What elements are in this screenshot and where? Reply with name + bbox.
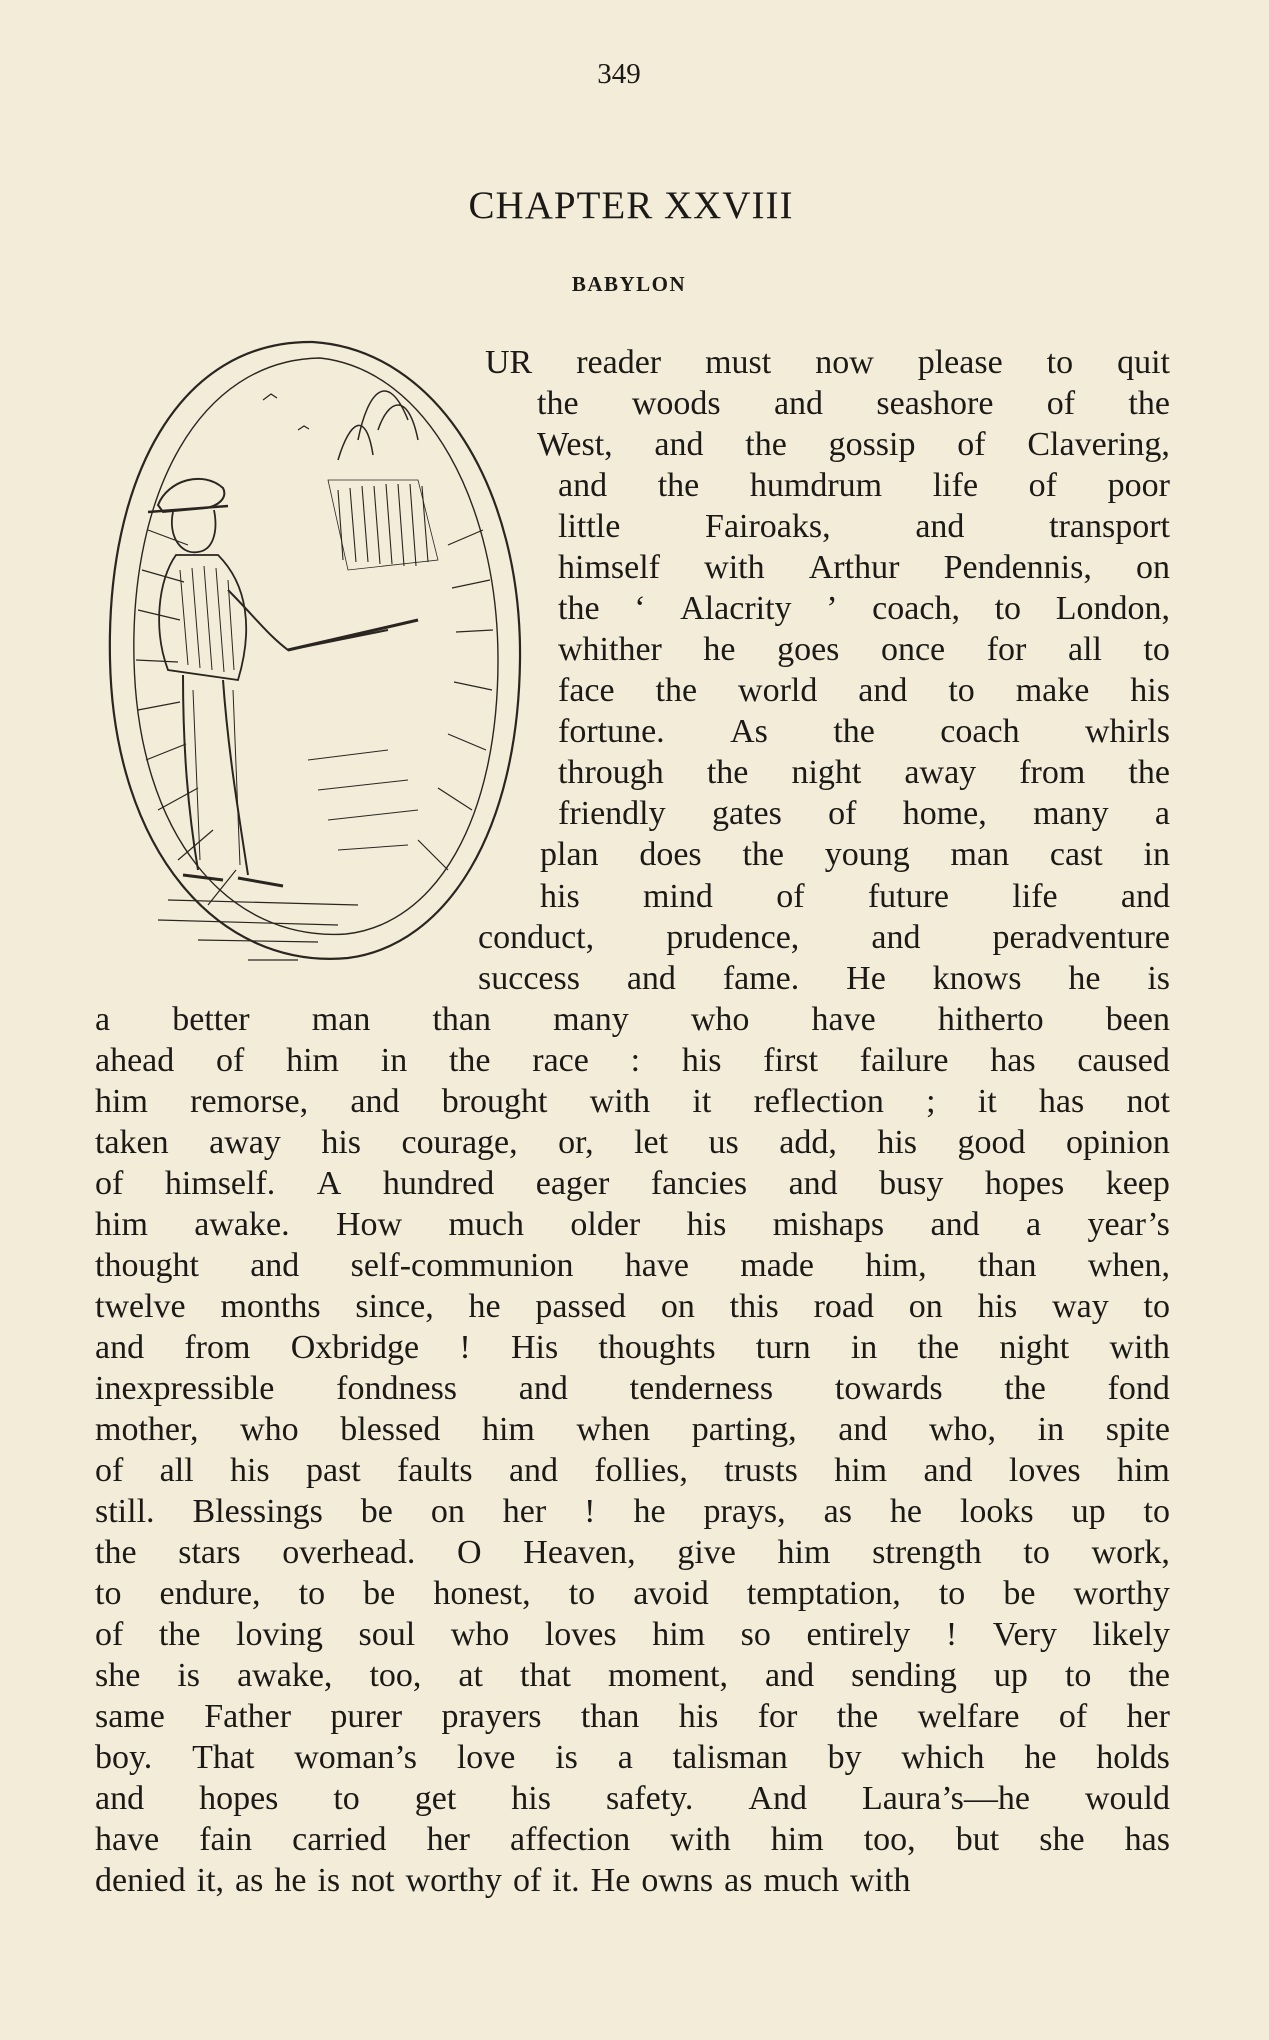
- body-text-line: she is awake, too, at that moment, and sending up to the: [95, 1657, 1170, 1695]
- body-text-line: plan does the young man cast in: [540, 836, 1170, 874]
- body-text-line: of the loving soul who loves him so entirely ! Very likely: [95, 1616, 1170, 1654]
- body-text-line: twelve months since, he passed on this road on his way to: [95, 1287, 1170, 1325]
- body-text-line: to endure, to be honest, to avoid temptation, to be worthy: [95, 1575, 1170, 1613]
- body-text-line: denied it, as he is not worthy of it. He owns as much with: [95, 1862, 911, 1900]
- body-text-line: have fain carried her affection with him too, but she has: [95, 1821, 1170, 1859]
- body-text-line: boy. That woman’s love is a talisman by which he holds: [95, 1739, 1170, 1777]
- body-text-line: face the world and to make his: [558, 672, 1170, 710]
- body-text-line: still. Blessings be on her ! he prays, as he looks up to: [95, 1493, 1170, 1531]
- body-text-line: and from Oxbridge ! His thoughts turn in the night with: [95, 1328, 1170, 1366]
- body-text-line: ahead of him in the race : his first failure has caused: [95, 1041, 1170, 1079]
- body-text-line: his mind of future life and: [540, 877, 1170, 915]
- body-text-line: conduct, prudence, and peradventure: [478, 918, 1170, 956]
- body-text-line: of himself. A hundred eager fancies and busy hopes keep: [95, 1164, 1170, 1202]
- body-text-line: the stars overhead. O Heaven, give him strength to work,: [95, 1534, 1170, 1572]
- body-text-line: mother, who blessed him when parting, and who, in spite: [95, 1411, 1170, 1449]
- body-text-line: success and fame. He knows he is: [478, 959, 1170, 997]
- body-text-line: a better man than many who have hitherto been: [95, 1000, 1170, 1038]
- body-text-line: him remorse, and brought with it reflection ; it has not: [95, 1082, 1170, 1120]
- body-text-line: and hopes to get his safety. And Laura’s—he would: [95, 1780, 1170, 1818]
- body-text-line: of all his past faults and follies, trusts him and loves him: [95, 1452, 1170, 1490]
- body-text-line: thought and self-communion have made him, than when,: [95, 1246, 1170, 1284]
- engraved-initial-O-walking-figure-icon: [88, 330, 528, 990]
- body-text-line: UR reader must now please to quit: [485, 344, 1170, 381]
- body-text-line: himself with Arthur Pendennis, on: [558, 549, 1170, 587]
- page-number: 349: [597, 58, 641, 90]
- body-text-line: friendly gates of home, many a: [558, 795, 1170, 833]
- body-text-line: him awake. How much older his mishaps and a year’s: [95, 1205, 1170, 1243]
- body-text-line: through the night away from the: [558, 754, 1170, 792]
- body-text-line: West, and the gossip of Clavering,: [537, 426, 1170, 464]
- body-text-line: the woods and seashore of the: [537, 385, 1170, 423]
- body-text-line: fortune. As the coach whirls: [558, 713, 1170, 751]
- body-text-line: taken away his courage, or, let us add, his good opinion: [95, 1123, 1170, 1161]
- body-text-line: same Father purer prayers than his for the welfare of her: [95, 1698, 1170, 1736]
- body-text-line: inexpressible fondness and tenderness towards the fond: [95, 1370, 1170, 1407]
- body-text-line: the ‘ Alacrity ’ coach, to London,: [558, 590, 1170, 628]
- body-text-line: little Fairoaks, and transport: [558, 508, 1170, 546]
- body-text-line: whither he goes once for all to: [558, 631, 1170, 669]
- chapter-title: CHAPTER XXVIII: [468, 184, 794, 227]
- body-text-line: and the humdrum life of poor: [558, 467, 1170, 505]
- chapter-subtitle: BABYLON: [571, 272, 687, 296]
